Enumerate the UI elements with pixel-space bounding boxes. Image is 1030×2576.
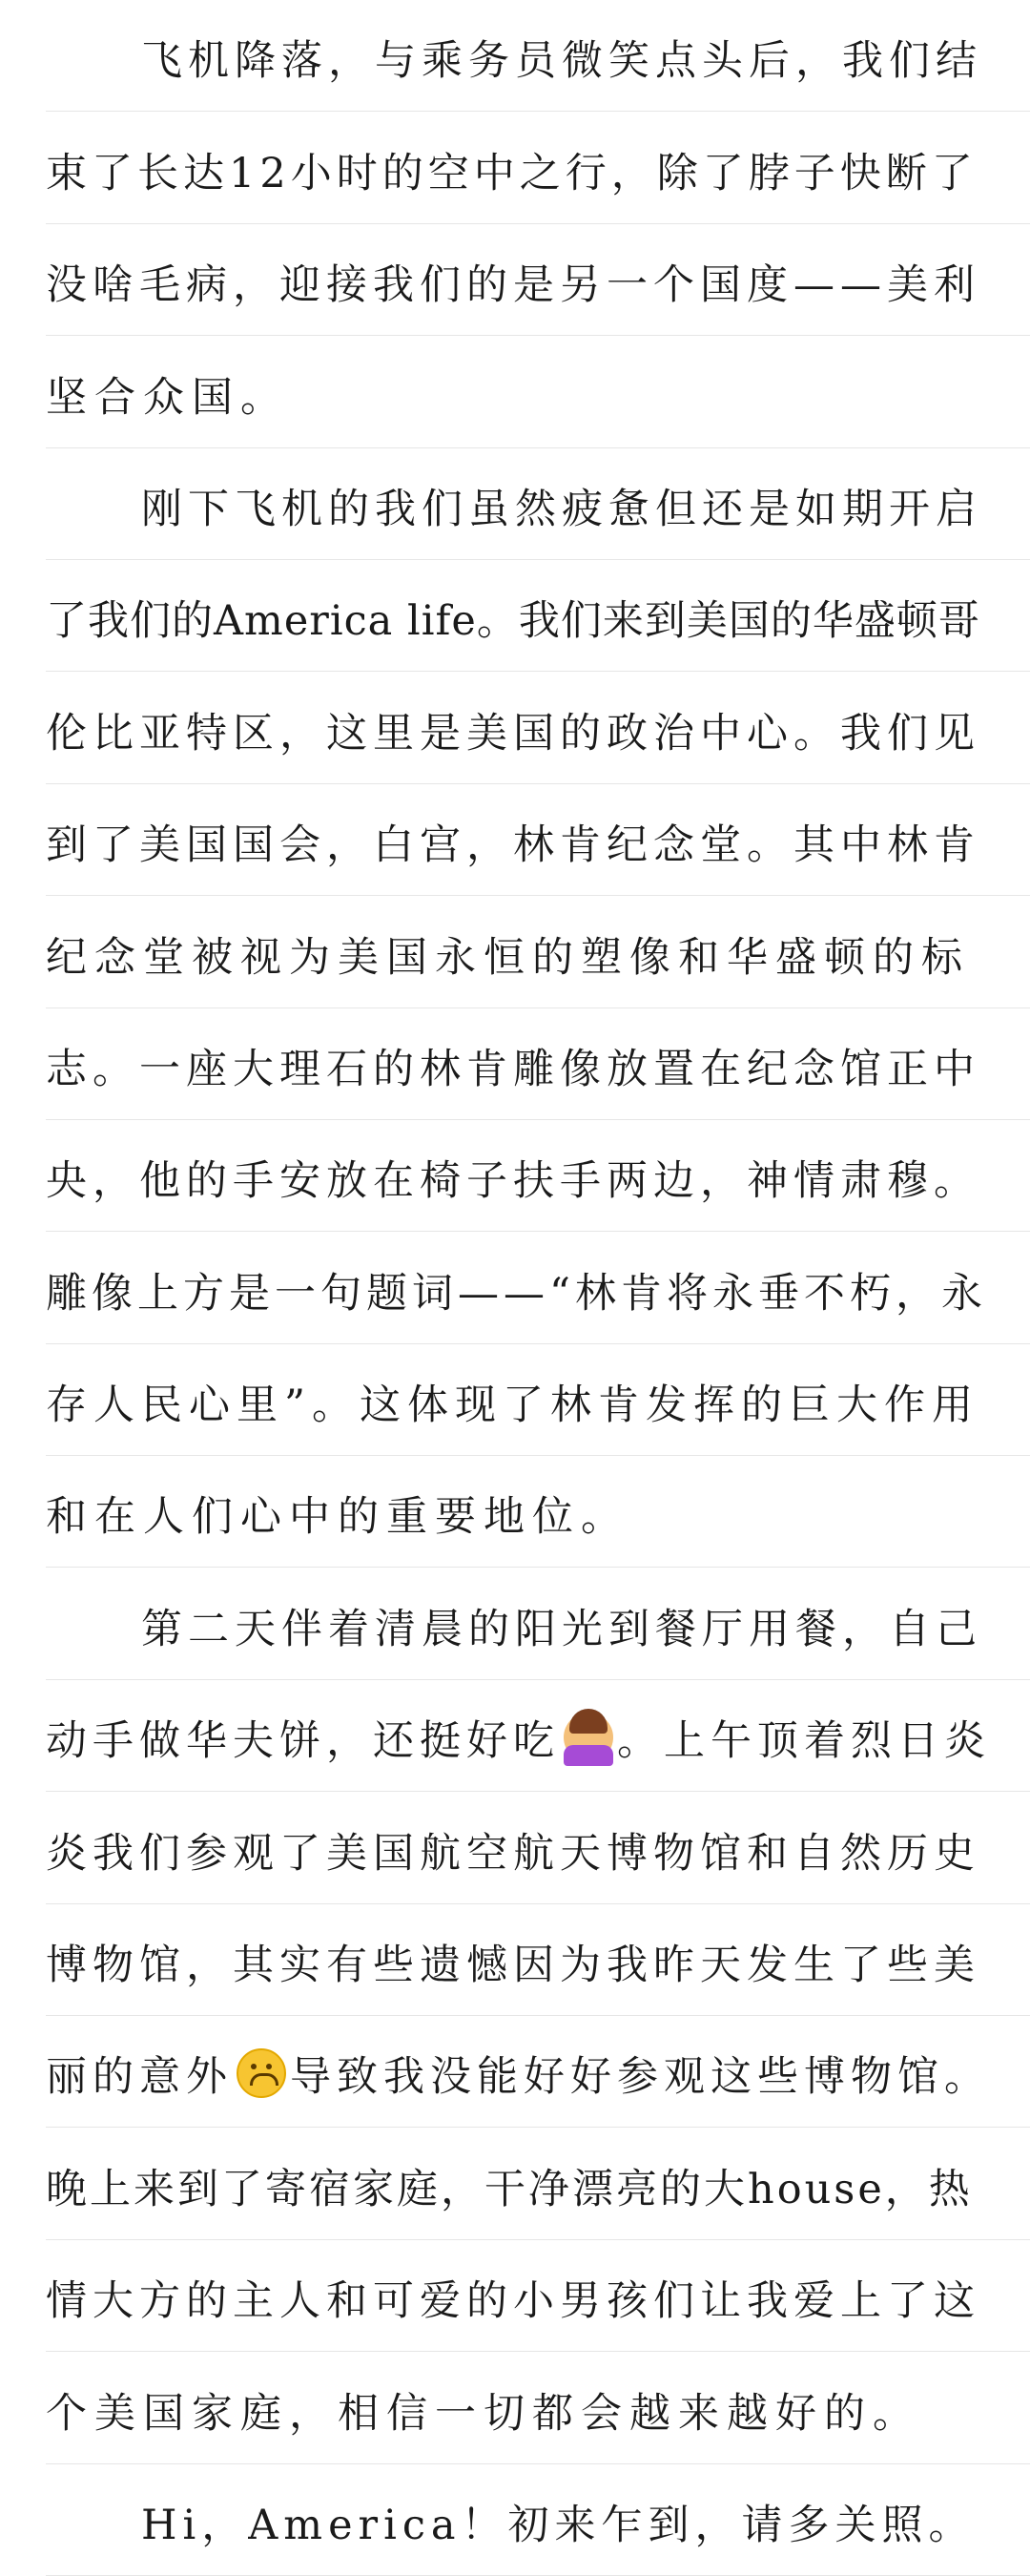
text-line <box>46 2240 1030 2352</box>
line-text-after-emoji: 导致我没能好好参观这些博物馆。 <box>290 2053 991 2102</box>
line-text: 第二天伴着清晨的阳光到餐厅用餐，自己 <box>141 1605 982 1653</box>
text-line <box>46 448 1030 560</box>
line-text: 和在人们心中的重要地位。 <box>46 1493 629 1542</box>
text-line <box>46 2016 1030 2128</box>
text-line <box>46 2464 1030 2576</box>
line-text-before-emoji: 丽的意外 <box>46 2053 233 2102</box>
line-text-after-emoji: 。上午顶着烈日炎 <box>617 1717 991 1766</box>
line-text: 央，他的手安放在椅子扶手两边，神情肃穆。 <box>46 1157 980 1206</box>
text-line <box>46 1008 1030 1120</box>
line-text: 坚合众国。 <box>46 373 289 422</box>
line-text: 伦比亚特区，这里是美国的政治中心。我们见 <box>46 709 980 758</box>
text-line <box>46 896 1030 1008</box>
line-text: 没啥毛病，迎接我们的是另一个国度——美利 <box>46 261 980 310</box>
text-line <box>46 784 1030 896</box>
text-line <box>46 560 1030 672</box>
line-text: 纪念堂被视为美国永恒的塑像和华盛顿的标 <box>46 933 970 982</box>
text-line <box>46 672 1030 783</box>
text-line <box>46 1904 1030 2016</box>
upside-down-face-emoji-icon <box>237 2048 286 2098</box>
line-text: 了我们的America life。我们来到美国的华盛顿哥 <box>46 597 980 646</box>
line-text: 晚上来到了寄宿家庭，干净漂亮的大house，热 <box>46 2165 973 2213</box>
text-line <box>46 1568 1030 1679</box>
line-text: 束了长达12小时的空中之行，除了脖子快断了 <box>46 149 978 197</box>
text-line <box>46 1680 1030 1792</box>
line-text: Hi，America！初来乍到，请多关照。 <box>141 2501 976 2549</box>
line-text: 志。一座大理石的林肯雕像放置在纪念馆正中 <box>46 1045 980 1093</box>
line-text <box>46 2048 991 2102</box>
line-text: 到了美国国会，白宫，林肯纪念堂。其中林肯 <box>46 821 980 870</box>
text-line <box>46 1456 1030 1568</box>
line-text: 刚下飞机的我们虽然疲惫但还是如期开启 <box>141 485 982 533</box>
line-text: 雕像上方是一句题词——“林肯将永垂不朽，永 <box>46 1269 987 1318</box>
woman-gesturing-ok-emoji-icon <box>564 1713 613 1762</box>
line-text-before-emoji: 动手做华夫饼，还挺好吃 <box>46 1717 560 1766</box>
line-text: 存人民心里”。这体现了林肯发挥的巨大作用 <box>46 1381 979 1430</box>
text-line <box>46 1344 1030 1456</box>
text-line <box>46 224 1030 336</box>
text-line <box>46 336 1030 447</box>
text-line <box>46 1792 1030 1903</box>
line-text: 情大方的主人和可爱的小男孩们让我爱上了这 <box>46 2277 980 2326</box>
line-text: 个美国家庭，相信一切都会越来越好的。 <box>46 2389 921 2438</box>
line-text: 飞机降落，与乘务员微笑点头后，我们结 <box>141 37 982 86</box>
text-line <box>46 2352 1030 2463</box>
text-line <box>46 0 1030 112</box>
text-line <box>46 2128 1030 2239</box>
line-text: 博物馆，其实有些遗憾因为我昨天发生了些美 <box>46 1942 980 1990</box>
text-line <box>46 112 1030 223</box>
text-line <box>46 1232 1030 1343</box>
line-text: 炎我们参观了美国航空航天博物馆和自然历史 <box>46 1829 980 1878</box>
line-text <box>46 1713 991 1766</box>
text-line <box>46 1120 1030 1232</box>
